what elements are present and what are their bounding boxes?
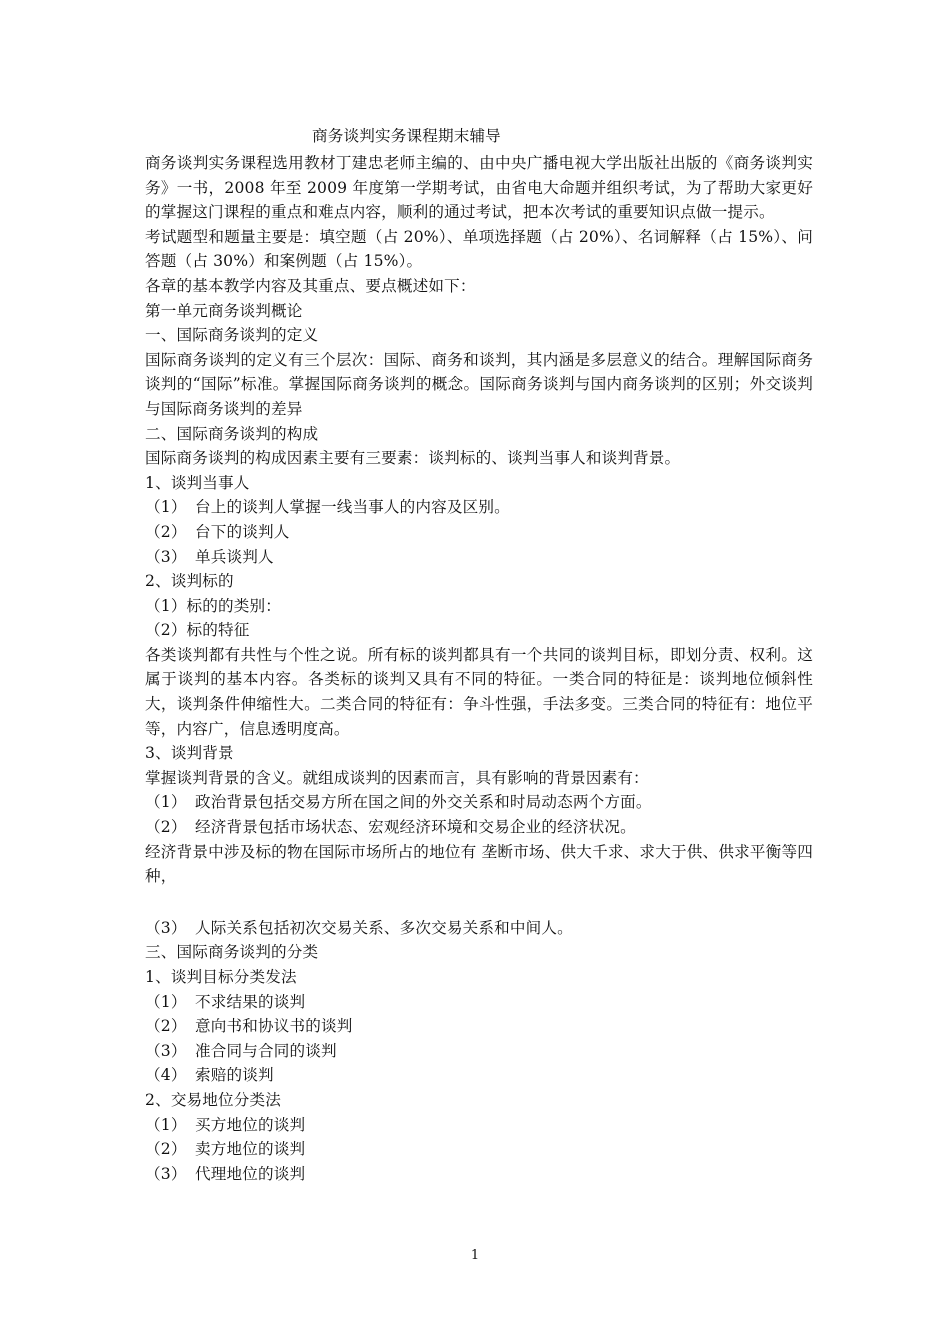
list-item-number: （3） [145, 547, 187, 566]
list-item-number: （3） [145, 1041, 187, 1060]
composition-paragraph: 国际商务谈判的构成因素主要有三要素：谈判标的、谈判当事人和谈判背景。 [145, 449, 681, 468]
list-item: （2）标的特征 [145, 621, 250, 640]
economic-paragraph: 经济背景中涉及标的物在国际市场所占的地位有 垄断市场、供大千求、求大于供、供求平衡等四种， [145, 842, 813, 886]
blank-line [145, 889, 813, 916]
list-item-text: 意向书和协议书的谈判 [195, 1017, 353, 1036]
list-item-text: 台上的谈判人掌握一线当事人的内容及区别。 [195, 498, 510, 517]
object-paragraph: 各类谈判都有共性与个性之说。所有标的谈判都具有一个共同的谈判目标，即划分责、权利。这属于谈判的基本内容。各类标的谈判又具有不同的特征。一类合同的特征是：谈判地位倾斜性大，谈判条件伸缩性大。二类合同的特征有：争斗性强，手法多变。三类合同的特征有：地位平等，内容广，信息透明度高。 [145, 645, 813, 738]
list-item [145, 916, 813, 941]
list-item [145, 1113, 813, 1138]
list-item: （1）标的的类别： [145, 596, 282, 615]
list-item [145, 790, 813, 815]
unit-heading: 第一单元商务谈判概论 [145, 301, 303, 320]
subheading-parties: 1、谈判当事人 [145, 473, 250, 492]
list-item-text: 经济背景包括市场状态、宏观经济环境和交易企业的经济状况。 [195, 818, 636, 837]
list-item-text: 不求结果的谈判 [195, 992, 306, 1011]
list-item-number: （1） [145, 1115, 187, 1134]
list-item [145, 545, 813, 570]
list-item [145, 520, 813, 545]
list-item-text: 索赔的谈判 [195, 1066, 274, 1085]
section-heading-definition: 一、国际商务谈判的定义 [145, 326, 319, 345]
list-item [145, 1137, 813, 1162]
page-number: 1 [470, 1248, 480, 1263]
section-heading-composition: 二、国际商务谈判的构成 [145, 424, 319, 443]
subheading-goal: 1、谈判目标分类发法 [145, 968, 297, 986]
list-item-text: 人际关系包括初次交易关系、多次交易关系和中间人。 [195, 918, 573, 937]
intro-paragraph: 商务谈判实务课程选用教材丁建忠老师主编的、由中央广播电视大学出版社出版的《商务谈判实务》一书，2008 年至 2009 年度第一学期考试，由省电大命题并组织考试，为了帮助大家更好的掌握这门课程的重点和难点内容，顺利的通过考试，把本次考试的重要知识点做一提示。 [145, 154, 813, 222]
subheading-position: 2、交易地位分类法 [145, 1090, 282, 1109]
list-item [145, 1014, 813, 1039]
chapter-intro: 各章的基本教学内容及其重点、要点概述如下： [145, 276, 476, 295]
subheading-object: 2、谈判标的 [145, 572, 234, 591]
document-title: 商务谈判实务课程期末辅导 [312, 127, 501, 145]
list-item-text: 准合同与合同的谈判 [195, 1041, 337, 1060]
exam-format-paragraph: 考试题型和题量主要是：填空题（占 20%）、单项选择题（占 20%）、名词解释（占 15%）、问答题（占 30%）和案例题（占 15%）。 [145, 227, 813, 271]
list-item-text: 台下的谈判人 [195, 522, 290, 541]
list-item-number: （2） [145, 818, 187, 837]
list-item [145, 990, 813, 1015]
list-item-number: （1） [145, 793, 187, 812]
list-item-number: （2） [145, 1017, 187, 1036]
list-item-number: （2） [145, 1140, 187, 1159]
list-item-number: （2） [145, 522, 187, 541]
list-item [145, 1063, 813, 1088]
list-item-number: （1） [145, 498, 187, 517]
definition-paragraph: 国际商务谈判的定义有三个层次：国际、商务和谈判，其内涵是多层意义的结合。理解国际商务谈判的“国际”标准。掌握国际商务谈判的概念。国际商务谈判与国内商务谈判的区别；外交谈判与国际商务谈判的差异 [145, 350, 813, 418]
list-item-text: 代理地位的谈判 [195, 1164, 306, 1183]
list-item-number: （4） [145, 1066, 187, 1085]
list-item-number: （1） [145, 992, 187, 1011]
list-item [145, 815, 813, 840]
list-item-text: 卖方地位的谈判 [195, 1140, 306, 1159]
list-item-number: （3） [145, 918, 187, 937]
list-item [145, 1039, 813, 1064]
list-item-text: 单兵谈判人 [195, 547, 274, 566]
list-item-text: 买方地位的谈判 [195, 1115, 306, 1134]
section-heading-classification: 三、国际商务谈判的分类 [145, 943, 319, 962]
list-item-text: 政治背景包括交易方所在国之间的外交关系和时局动态两个方面。 [195, 793, 652, 812]
background-paragraph: 掌握谈判背景的含义。就组成谈判的因素而言，具有影响的背景因素有： [145, 768, 649, 787]
subheading-background: 3、谈判背景 [145, 744, 234, 763]
list-item [145, 495, 813, 520]
list-item [145, 1162, 813, 1187]
list-item-number: （3） [145, 1164, 187, 1183]
document-body [145, 124, 813, 1186]
